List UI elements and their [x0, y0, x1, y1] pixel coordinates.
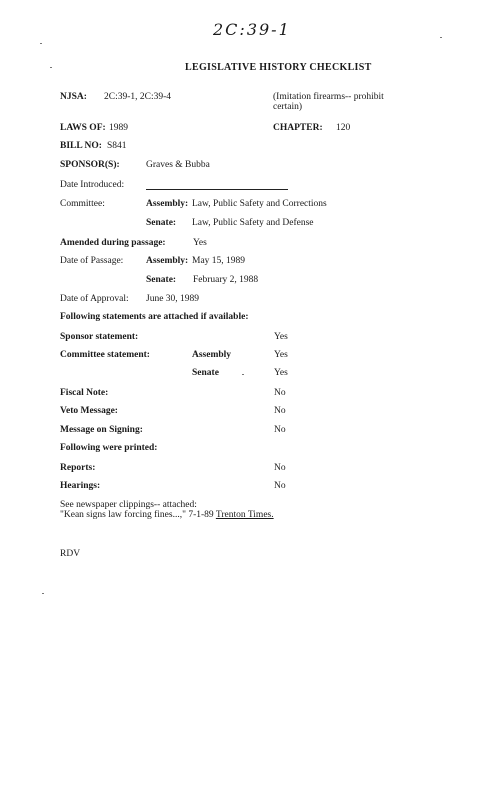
clippings-source: Trenton Times. [215, 510, 274, 520]
scan-speck [40, 43, 42, 44]
njsa-value: 2C:39-1, 2C:39-4 [104, 92, 172, 102]
clippings-line1: See newspaper clippings-- attached: [60, 500, 197, 510]
date-introduced-blank-line [146, 189, 288, 190]
bill-no-value: S841 [107, 141, 127, 151]
scan-speck [440, 37, 442, 38]
bill-no-label: BILL NO: [60, 141, 102, 151]
statements-heading: Following statements are attached if available: [60, 312, 249, 322]
committee-assembly-value: Law, Public Safety and Corrections [192, 199, 327, 209]
passage-senate-label: Senate: [146, 275, 177, 285]
hearings-value: No [274, 481, 286, 491]
hearings-label: Hearings: [60, 481, 101, 491]
scan-speck [50, 67, 52, 68]
printed-heading: Following were printed: [60, 443, 158, 453]
fiscal-note-value: No [274, 388, 286, 398]
handwritten-code: 2C:39-1 [213, 20, 291, 39]
message-on-signing-value: No [274, 425, 286, 435]
passage-assembly-value: May 15, 1989 [192, 256, 246, 266]
amended-label: Amended during passage: [60, 238, 166, 248]
chapter-value: 120 [336, 123, 351, 133]
committee-senate-value: Law, Public Safety and Defense [192, 218, 314, 228]
laws-of-value: 1989 [109, 123, 128, 133]
sponsors-label: SPONSOR(S): [60, 160, 120, 170]
committee-statement-assembly-label: Assembly [192, 350, 232, 360]
committee-statement-senate-label: Senate [192, 368, 219, 378]
njsa-note-line1: (Imitation firearms-- prohibit [273, 92, 384, 102]
passage-senate-value: February 2, 1988 [193, 275, 259, 285]
date-introduced-label: Date Introduced: [60, 180, 125, 190]
chapter-label: CHAPTER: [273, 123, 323, 133]
committee-senate-label: Senate: [146, 218, 177, 228]
date-of-approval-label: Date of Approval: [60, 294, 129, 304]
njsa-label: NJSA: [60, 92, 87, 102]
reports-label: Reports: [60, 463, 96, 473]
veto-message-label: Veto Message: [60, 406, 118, 416]
page-title: LEGISLATIVE HISTORY CHECKLIST [185, 62, 372, 73]
message-on-signing-label: Message on Signing: [60, 425, 143, 435]
date-of-approval-value: June 30, 1989 [146, 294, 200, 304]
sponsors-value: Graves & Bubba [146, 160, 210, 170]
clippings-line2 [60, 510, 274, 520]
passage-assembly-label: Assembly: [146, 256, 189, 266]
committee-statement-assembly-value: Yes [274, 350, 288, 360]
veto-message-value: No [274, 406, 286, 416]
committee-assembly-label: Assembly: [146, 199, 189, 209]
laws-of-label: LAWS OF: [60, 123, 106, 133]
clippings-article: "Kean signs law forcing fines...," 7-1-89 [60, 510, 214, 520]
amended-value: Yes [193, 238, 207, 248]
committee-statement-senate-value: Yes [274, 368, 288, 378]
committee-label: Committee: [60, 199, 105, 209]
scan-speck [42, 593, 44, 594]
sponsor-statement-label: Sponsor statement: [60, 332, 139, 342]
njsa-note-line2: certain) [273, 102, 303, 112]
date-of-passage-label: Date of Passage: [60, 256, 124, 266]
committee-statement-label: Committee statement: [60, 350, 150, 360]
scan-speck [242, 374, 244, 375]
sponsor-statement-value: Yes [274, 332, 288, 342]
fiscal-note-label: Fiscal Note: [60, 388, 109, 398]
initials: RDV [60, 549, 81, 559]
reports-value: No [274, 463, 286, 473]
